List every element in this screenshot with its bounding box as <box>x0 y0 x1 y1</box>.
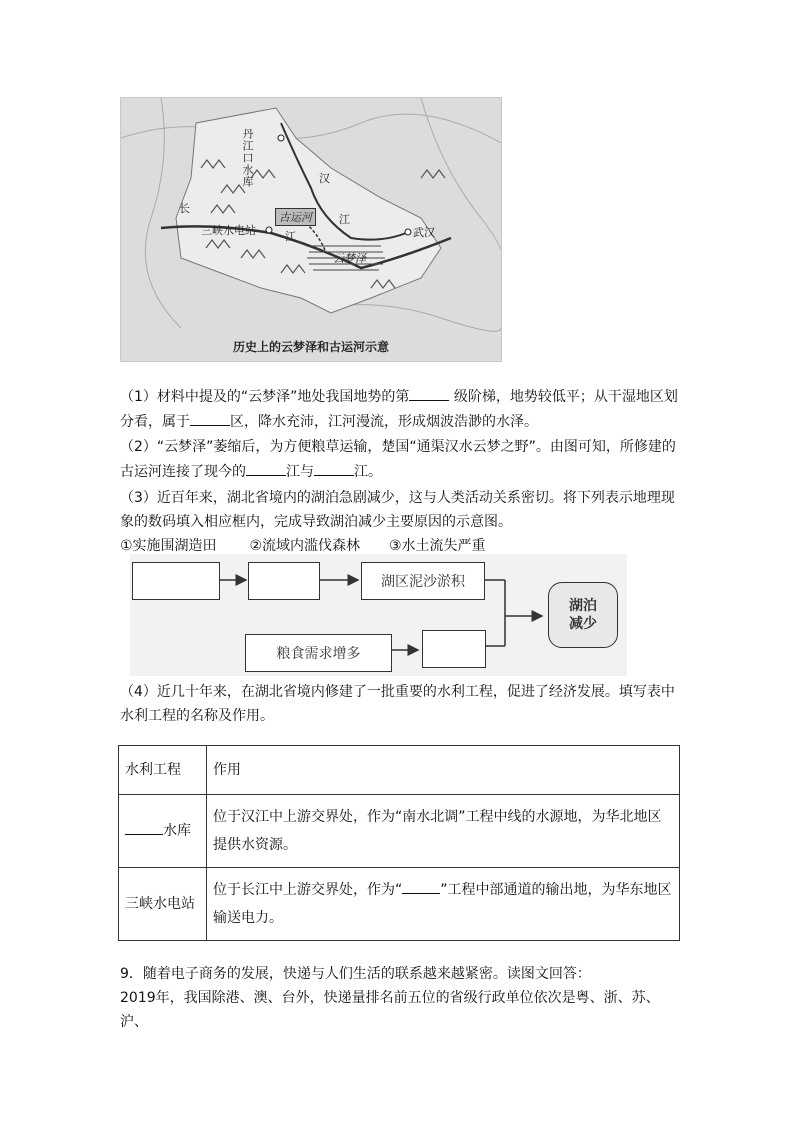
option-3: ③水土流失严重 <box>388 538 486 554</box>
q2-blank-1[interactable] <box>246 459 286 476</box>
row1-project-blank[interactable] <box>125 818 163 835</box>
row1-project <box>119 795 207 868</box>
flow-box-2[interactable] <box>248 562 320 600</box>
q1-text-b: 级阶梯，地势较低平；从干湿地区划分看，属于 <box>120 389 678 430</box>
table-row <box>119 746 680 795</box>
projects-table <box>118 745 680 941</box>
label-jiang-left: 江 <box>285 230 296 243</box>
row2-function-b: ”工程中部通道的输出地，为华东地区输送电力。 <box>213 882 672 926</box>
q9-heading: 9．随着电子商务的发展，快递与人们生活的联系越来越紧密。读图文回答： <box>120 966 591 982</box>
label-yunmengze: 云梦泽 <box>333 252 366 265</box>
question-1 <box>120 384 680 434</box>
table-row <box>119 868 680 941</box>
flow-box-grain: 粮食需求增多 <box>245 634 392 672</box>
q3-text: （3）近百年来，湖北省境内的湖泊急剧减少，这与人类活动关系密切。将下列表示地理现象的数码填入相应框内，完成导致湖泊减少主要原因的示意图。 <box>120 490 675 530</box>
row2-project: 三峡水电站 <box>119 868 207 941</box>
q9-text: 2019年，我国除港、澳、台外，快递量排名前五位的省级行政单位依次是粤、浙、苏、沪、 <box>120 990 660 1030</box>
question-2 <box>120 435 680 484</box>
label-wuhan: 武汉 <box>413 226 435 239</box>
question-4 <box>120 680 680 728</box>
option-1: ①实施围湖造田 <box>120 538 217 554</box>
label-gu-yunhe: 古运河 <box>275 208 316 226</box>
question-9-text <box>120 986 680 1034</box>
flow-box-sediment: 湖区泥沙淤积 <box>361 562 485 600</box>
label-han: 汉 <box>319 172 330 185</box>
q1-text-c: 区，降水充沛，江河漫流，形成烟波浩渺的水泽。 <box>230 414 538 430</box>
label-jiang-right: 江 <box>339 213 350 226</box>
row2-function <box>207 868 680 941</box>
row2-function-blank[interactable] <box>402 877 440 894</box>
row2-function-a: 位于长江中上游交界处，作为“ <box>213 882 403 898</box>
question-3 <box>120 486 680 534</box>
q2-blank-2[interactable] <box>314 459 354 476</box>
label-danjiangkou: 丹江口水库 <box>241 128 254 188</box>
row1-project-suffix: 水库 <box>163 823 191 839</box>
flow-box-1[interactable] <box>132 562 220 600</box>
map-caption: 历史上的云梦泽和古运河示意 <box>232 340 389 354</box>
question-9-heading <box>120 962 680 986</box>
q2-text-c: 江。 <box>354 464 382 480</box>
header-function: 作用 <box>207 746 680 795</box>
header-project: 水利工程 <box>119 746 207 795</box>
lake-line-2: 减少 <box>569 616 597 632</box>
q2-text-a: （2）“云梦泽”萎缩后，为方便粮草运输，楚国“通渠汉水云梦之野”。由图可知，所修建的古运河连接了现今的 <box>120 439 676 480</box>
label-sanxia: 三峡水电站 <box>201 224 256 237</box>
historical-map <box>120 97 502 362</box>
q1-blank-2[interactable] <box>190 409 230 426</box>
flow-box-3[interactable] <box>422 630 486 668</box>
table-row <box>119 795 680 868</box>
cause-flowchart <box>130 554 627 676</box>
label-chang: 长 <box>179 202 190 215</box>
map-drawing <box>121 98 501 361</box>
q4-text: （4）近几十年来，在湖北省境内修建了一批重要的水利工程，促进了经济发展。填写表中水利工程的名称及作用。 <box>120 684 675 724</box>
option-2: ②流域内滥伐森林 <box>249 538 361 554</box>
flow-box-lake-decrease <box>548 582 618 648</box>
q2-text-b: 江与 <box>286 464 314 480</box>
row1-function: 位于汉江中上游交界处，作为“南水北调”工程中线的水源地，为华北地区提供水资源。 <box>207 795 680 868</box>
q1-blank-1[interactable] <box>409 384 449 401</box>
q1-text-a: （1）材料中提及的“云梦泽”地处我国地势的第 <box>120 389 410 405</box>
lake-line-1: 湖泊 <box>569 598 597 614</box>
